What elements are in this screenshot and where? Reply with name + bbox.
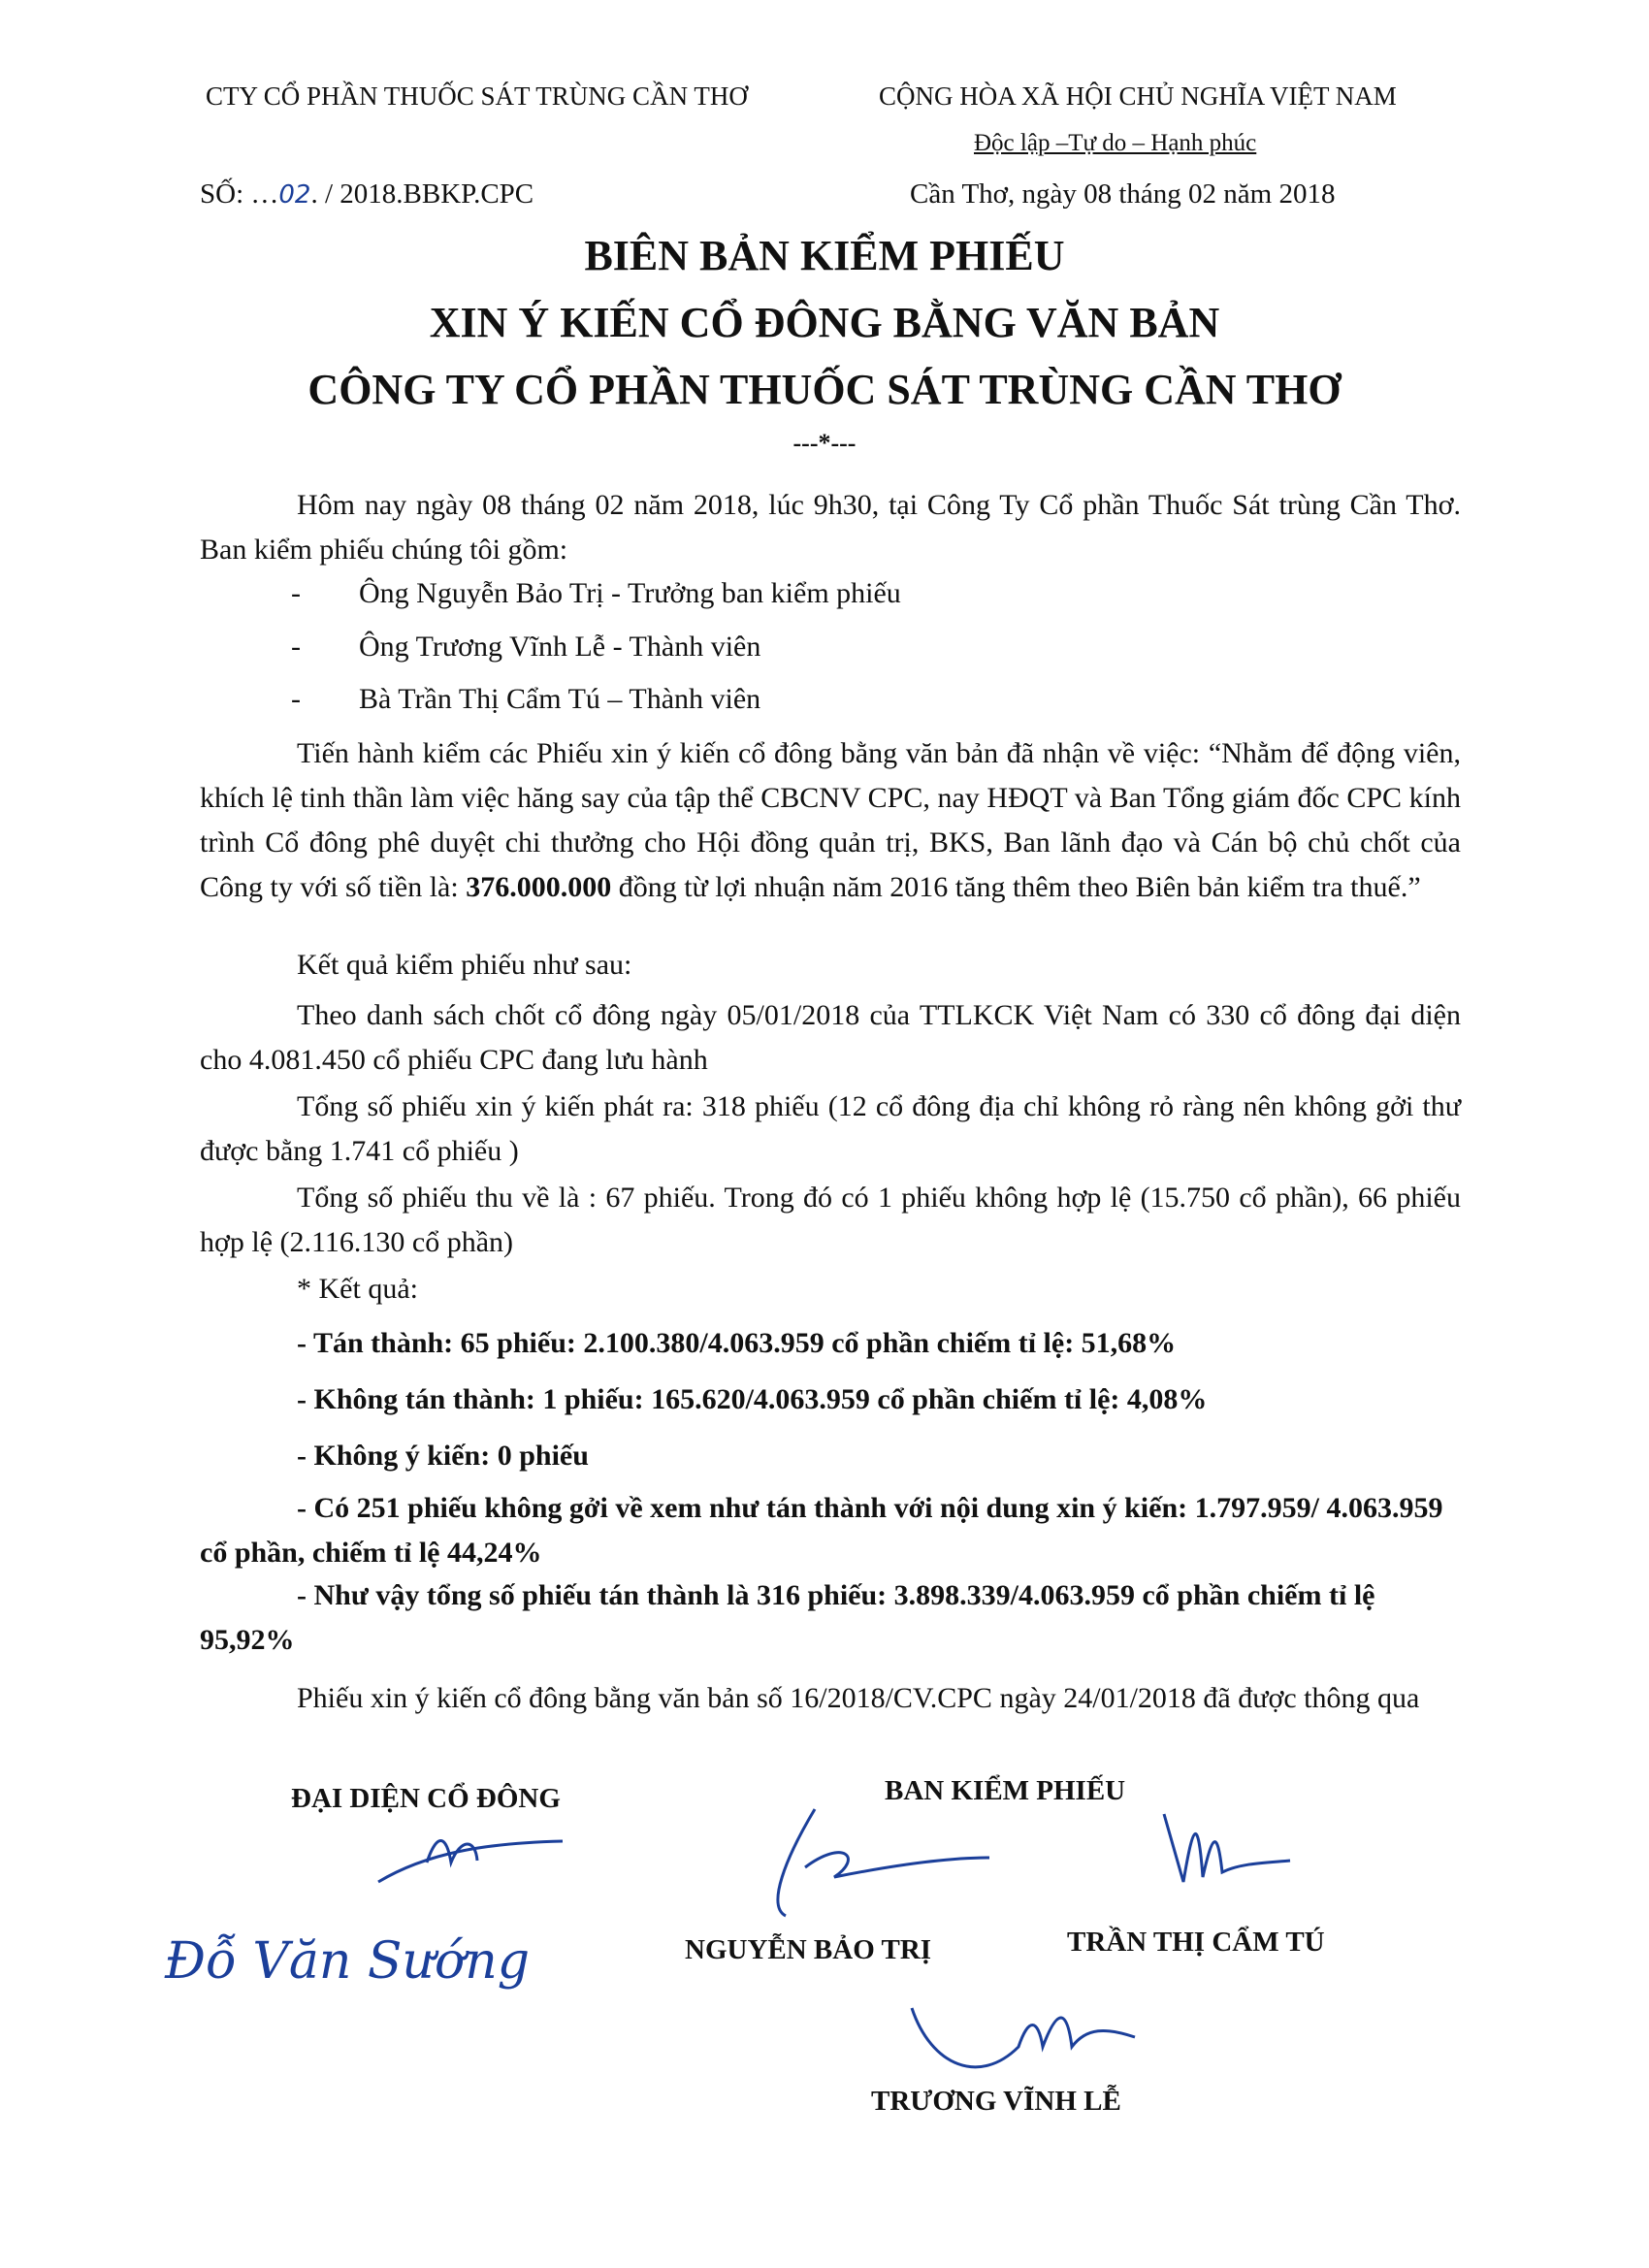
signature-truong-vinh-le [902,1979,1154,2086]
nation-heading: CỘNG HÒA XÃ HỘI CHỦ NGHĨA VIỆT NAM [879,81,1397,111]
member-text: Ông Nguyễn Bảo Trị - Trưởng ban kiểm phiếu [359,577,901,609]
purpose-text-end: đồng từ lợi nhuận năm 2016 tăng thêm theo Biên bản kiểm tra thuế.” [611,871,1421,903]
place-date: Cần Thơ, ngày 08 tháng 02 năm 2018 [910,178,1336,210]
member-text: Ông Trương Vĩnh Lễ - Thành viên [359,631,761,663]
shareholders-paragraph: Theo danh sách chốt cổ đông ngày 05/01/2018 của TTLKCK Việt Nam có 330 cổ đông đại diện cho 4.081.450 cổ phiếu CPC đang lưu hành [200,999,1461,1076]
company-name: CTY CỔ PHẦN THUỐC SÁT TRÙNG CẦN THƠ [206,81,748,111]
intro-paragraph: Hôm nay ngày 08 tháng 02 năm 2018, lúc 9h30, tại Công Ty Cổ phần Thuốc Sát trùng Cần Thơ. Ban kiểm phiếu chúng tôi gồm: [200,489,1461,566]
title-line-1: BIÊN BẢN KIỂM PHIẾU [584,232,1065,279]
number-prefix: SỐ: … [200,178,279,210]
result-item: - Tán thành: 65 phiếu: 2.100.380/4.063.959 cổ phần chiếm tỉ lệ: 51,68% [297,1327,1177,1359]
member-item: - Ông Trương Vĩnh Lễ - Thành viên [291,631,761,663]
shareholder-rep-heading: ĐẠI DIỆN CỔ ĐÔNG [291,1783,561,1814]
received-paragraph: Tổng số phiếu thu về là : 67 phiếu. Trong đó có 1 phiếu không hợp lệ (15.750 cổ phần), 66 phiếu hợp lệ (2.116.130 cổ phần) [200,1182,1461,1258]
signature-tran-thi-cam-tu [1145,1795,1300,1901]
result-item: - Không ý kiến: 0 phiếu [297,1440,589,1472]
issued-paragraph: Tổng số phiếu xin ý kiến phát ra: 318 phiếu (12 cổ đông địa chỉ không rỏ ràng nên không gởi thư được bằng 1.741 cổ phiếu ) [200,1090,1461,1167]
motto: Độc lập –Tự do – Hạnh phúc [974,130,1257,156]
member-item: - Bà Trần Thị Cẩm Tú – Thành viên [291,683,761,715]
member-text: Bà Trần Thị Cẩm Tú – Thành viên [359,683,761,715]
member-item: - Ông Nguyễn Bảo Trị - Trưởng ban kiểm phiếu [291,577,901,609]
title-line-3: CÔNG TY CỔ PHẦN THUỐC SÁT TRÙNG CẦN THƠ [307,366,1342,413]
shareholder-handwritten-name: Đỗ Văn Sướng [165,1932,531,1991]
conclusion-paragraph: Phiếu xin ý kiến cổ đông bằng văn bản số 16/2018/CV.CPC ngày 24/01/2018 đã được thông qua [297,1682,1420,1714]
result-item: - Như vậy tổng số phiếu tán thành là 316 phiếu: 3.898.339/4.063.959 cổ phần chiếm tỉ lệ 95,92% [200,1579,1375,1656]
signer-name-truong-vinh-le: TRƯƠNG VĨNH LỄ [871,2086,1121,2117]
signature-nguyen-bao-tri [747,1799,999,1935]
result-item: - Có 251 phiếu không gởi về xem như tán thành với nội dung xin ý kiến: 1.797.959/ 4.063.959 cổ phần, chiếm tỉ lệ 44,24% [200,1492,1443,1569]
shareholder-signature [369,1824,582,1911]
results-intro: Kết quả kiểm phiếu như sau: [297,949,632,981]
signer-name-nguyen-bao-tri: NGUYỄN BẢO TRỊ [685,1934,932,1965]
result-item: - Không tán thành: 1 phiếu: 165.620/4.063.959 cổ phần chiếm tỉ lệ: 4,08% [297,1383,1208,1415]
title-line-2: XIN Ý KIẾN CỔ ĐÔNG BẰNG VĂN BẢN [429,299,1220,346]
purpose-amount: 376.000.000 [466,871,612,903]
purpose-text: Tiến hành kiểm các Phiếu xin ý kiến cổ đông bằng văn bản đã nhận về việc: “Nhằm để động viên, khích lệ tinh thần làm việc hăng say của tập thể CBCNV CPC, nay HĐQT và Ban Tổng giám đốc CPC kính trình Cổ đông phê duyệt chi thưởng cho Hội đồng quản trị, BKS, Ban lãnh đạo và Cán bộ chủ chốt của Công ty với số tiền là: [200,737,1461,903]
purpose-paragraph [200,731,1461,910]
inspection-board-heading: BAN KIỂM PHIẾU [885,1775,1126,1806]
number-suffix: . / 2018.BBKP.CPC [310,178,534,210]
number-handwritten: 02 [278,180,311,210]
result-label: * Kết quả: [297,1273,418,1305]
document-number [200,178,534,211]
signer-name-tran-thi-cam-tu: TRẦN THỊ CẨM TÚ [1067,1927,1325,1958]
title-separator: ---*--- [792,429,857,457]
